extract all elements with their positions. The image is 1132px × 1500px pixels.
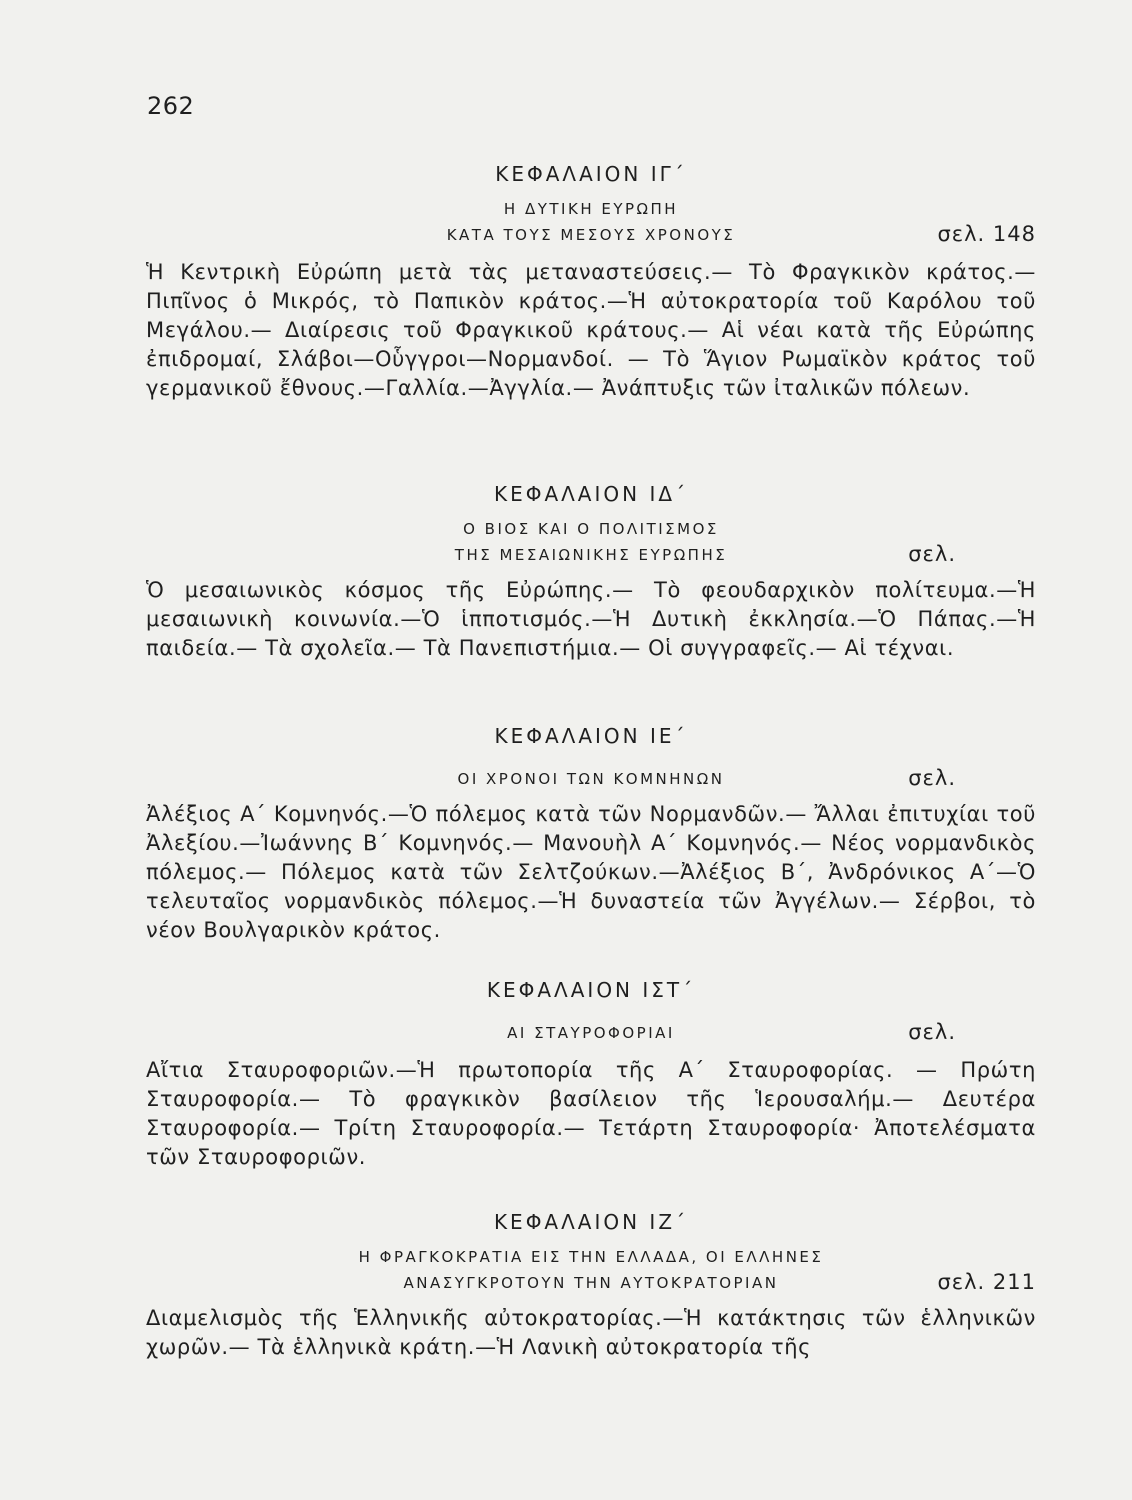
chapter-section-15 (146, 724, 1036, 945)
chapter-heading: ΚΕΦΑΛΑΙΟΝ ΙΣΤ΄ (486, 978, 696, 1002)
chapter-summary: Αἴτια Σταυροφοριῶν.—Ἡ πρωτοπορία τῆς Α΄ Σταυροφορίας. — Πρώτη Σταυροφορία.— Τὸ φραγκικὸν βασίλειον τῆς Ἱερουσαλήμ.— Δευτέρα Σταυροφορία.— Τρίτη Σταυροφορία.— Τετάρτη Σταυροφορία· Ἀποτελέσματα τῶν Σταυροφοριῶν. (146, 1058, 1036, 1169)
chapter-subtitle-line: ΟΙ ΧΡΟΝΟΙ ΤΩΝ ΚΟΜΝΗΝΩΝ (457, 770, 725, 788)
chapter-summary: Ὁ μεσαιωνικὸς κόσμος τῆς Εὐρώπης.— Τὸ φεουδαρχικὸν πολίτευμα.—Ἡ μεσαιωνικὴ κοινωνία.—Ὁ ἱπποτισμός.—Ἡ Δυτικὴ ἐκκλησία.—Ὁ Πάπας.—Ἡ παιδεία.— Τὰ σχολεῖα.— Τὰ Πανεπιστήμια.— Οἱ συγγραφεῖς.— Αἱ τέχναι. (146, 578, 1036, 660)
chapter-subtitle-line: ΚΑΤΑ ΤΟΥΣ ΜΕΣΟΥΣ ΧΡΟΝΟΥΣ (446, 226, 736, 244)
chapter-section-14 (146, 482, 1036, 663)
chapter-summary: Διαμελισμὸς τῆς Ἑλληνικῆς αὐτοκρατορίας.—Ἡ κατάκτησις τῶν ἑλληνικῶν χωρῶν.— Τὰ ἑλληνικὰ κράτη.—Ἡ Λανικὴ αὐτοκρατορία τῆς (146, 1306, 1036, 1359)
chapter-heading: ΚΕΦΑΛΑΙΟΝ ΙΖ΄ (493, 1210, 689, 1234)
chapter-heading: ΚΕΦΑΛΑΙΟΝ ΙΕ΄ (494, 724, 688, 748)
page-reference: σελ. (908, 766, 956, 790)
page-reference: σελ. 211 (937, 1270, 1036, 1294)
chapter-subtitle-line: Η ΔΥΤΙΚΗ ΕΥΡΩΠΗ (503, 200, 679, 218)
chapter-subtitle-line: ΤΗΣ ΜΕΣΑΙΩΝΙΚΗΣ ΕΥΡΩΠΗΣ (454, 546, 728, 564)
chapter-section-13 (146, 162, 1036, 403)
chapter-subtitle-line: Ο ΒΙΟΣ ΚΑΙ Ο ΠΟΛΙΤΙΣΜΟΣ (463, 520, 719, 538)
chapter-subtitle-line: ΑΙ ΣΤΑΥΡΟΦΟΡΙΑΙ (507, 1024, 675, 1042)
page-reference: σελ. (908, 542, 956, 566)
chapter-subtitle-line: ΑΝΑΣΥΓΚΡΟΤΟΥΝ ΤΗΝ ΑΥΤΟΚΡΑΤΟΡΙΑΝ (403, 1274, 779, 1292)
chapter-heading: ΚΕΦΑΛΑΙΟΝ ΙΓ΄ (495, 162, 687, 186)
chapter-subtitle-line: Η ΦΡΑΓΚΟΚΡΑΤΙΑ ΕΙΣ ΤΗΝ ΕΛΛΑΔΑ, ΟΙ ΕΛΛΗΝΕΣ (358, 1248, 824, 1266)
chapter-heading: ΚΕΦΑΛΑΙΟΝ ΙΔ΄ (493, 482, 689, 506)
page-number: 262 (147, 92, 195, 120)
chapter-summary: Ἀλέξιος Α΄ Κομνηνός.—Ὁ πόλεμος κατὰ τῶν Νορμανδῶν.— Ἄλλαι ἐπιτυχίαι τοῦ Ἀλεξίου.—Ἰωάννης Β΄ Κομνηνός.— Μανουὴλ Α΄ Κομνηνός.— Νέος νορμανδικὸς πόλεμος.— Πόλεμος κατὰ τῶν Σελτζούκων.—Ἀλέξιος Β΄, Ἀνδρόνικος Α΄—Ὁ τελευταῖος νορμανδικὸς πόλεμος.—Ἡ δυναστεία τῶν Ἀγγέλων.— Σέρβοι, τὸ νέον Βουλγαρικὸν κράτος. (146, 802, 1036, 942)
page-reference: σελ. (908, 1020, 956, 1044)
chapter-section-17 (146, 1210, 1036, 1362)
page-reference: σελ. 148 (937, 222, 1036, 246)
chapter-summary: Ἡ Κεντρικὴ Εὐρώπη μετὰ τὰς μεταναστεύσεις.— Τὸ Φραγκικὸν κράτος.— Πιπῖνος ὁ Μικρός, τὸ Παπικὸν κράτος.—Ἡ αὐτοκρατορία τοῦ Καρόλου τοῦ Μεγάλου.— Διαίρεσις τοῦ Φραγκικοῦ κράτους.— Αἱ νέαι κατὰ τῆς Εὐρώπης ἐπιδρομαί, Σλάβοι—Οὗγγροι—Νορμανδοί. — Τὸ Ἅγιον Ρωμαϊκὸν κράτος τοῦ γερμανικοῦ ἔθνους.—Γαλλία.—Ἀγγλία.— Ἀνάπτυξις τῶν ἰταλικῶν πόλεων. (146, 260, 1036, 400)
chapter-section-16 (146, 978, 1036, 1172)
